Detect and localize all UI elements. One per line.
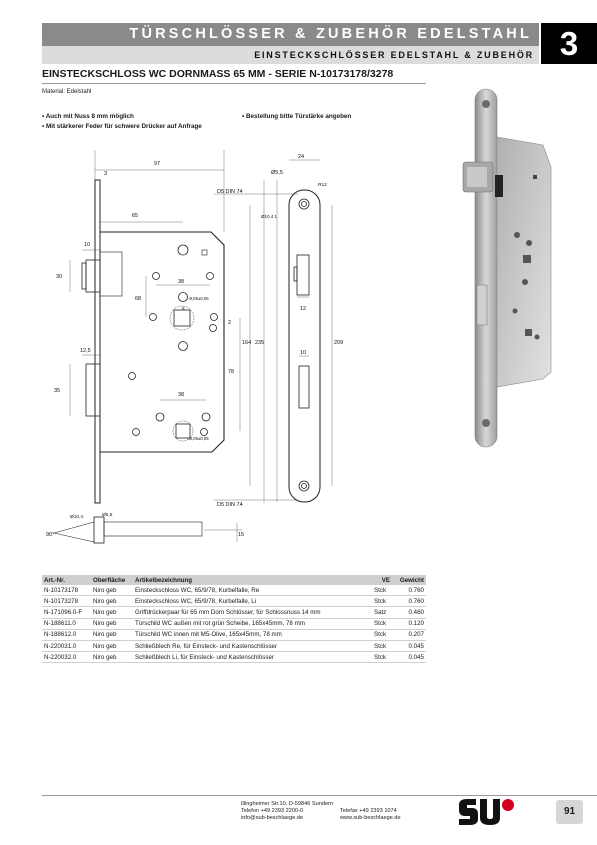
cell-surface: Niro geb xyxy=(91,585,133,596)
cell-article-no: N-171096.0-F xyxy=(42,607,91,618)
table-row xyxy=(42,596,426,607)
cell-description: Griffdrückerpaar für 65 mm Dorn Schlösser, für Schlossnuss 14 mm xyxy=(133,607,372,618)
cell-unit: Stck xyxy=(372,629,392,640)
dim-label: 97 xyxy=(154,161,161,167)
dim-label: 38 xyxy=(178,279,185,285)
cell-article-no: N-188612.0 xyxy=(42,629,91,640)
cell-surface: Niro geb xyxy=(91,640,133,651)
dim-label: 90° xyxy=(46,532,55,538)
footer-divider xyxy=(42,795,597,796)
page-number: 91 xyxy=(556,800,583,824)
cell-unit: Stck xyxy=(372,640,392,651)
dim-label: D5 DIN 74 xyxy=(217,502,243,508)
cell-description: Einsteckschloss WC, 65/9/78, Kurbelfalle, Li xyxy=(133,596,372,607)
page-header-subtitle: EINSTECKSCHLÖSSER EDELSTAHL & ZUBEHÖR xyxy=(254,50,534,60)
dim-label: 68 xyxy=(135,296,142,302)
cell-article-no: N-220032.0 xyxy=(42,652,91,663)
dim-label: 12 xyxy=(300,306,307,312)
cell-description: Schließblech Li, für Einsteck- und Kastenschlösser xyxy=(133,652,372,663)
dim-label: 38 xyxy=(178,392,185,398)
cell-surface: Niro geb xyxy=(91,596,133,607)
feature-item: • Bestellung bitte Türstärke angeben xyxy=(242,113,352,120)
dim-label: 235 xyxy=(255,340,265,346)
cell-article-no: N-188611.0 xyxy=(42,618,91,629)
dim-label: Ø10,4 1 xyxy=(261,214,278,219)
column-header: VE xyxy=(372,575,392,585)
table-row xyxy=(42,652,426,663)
divider xyxy=(42,83,426,84)
dim-label: 15 xyxy=(238,532,245,538)
dim-label: 10 xyxy=(84,242,91,248)
cell-surface: Niro geb xyxy=(91,607,133,618)
company-logo xyxy=(457,797,515,827)
table-header-row xyxy=(42,575,426,585)
cell-weight: 0.045 xyxy=(392,640,426,651)
table-row xyxy=(42,618,426,629)
dim-label: 24 xyxy=(298,154,305,160)
cell-description: Türschild WC außen mit rot grün Scheibe, 165x45mm, 78 mm xyxy=(133,618,372,629)
dim-label: 3 xyxy=(104,171,108,177)
cell-unit: Stck xyxy=(372,652,392,663)
column-header: Art.-Nr. xyxy=(42,575,91,585)
cell-article-no: N-10173278 xyxy=(42,596,91,607)
footer-phone: Telefon +49 2393 2200-0 xyxy=(241,808,304,814)
footer-email[interactable]: info@sub-beschlaege.de xyxy=(241,815,303,821)
dim-label: 78 xyxy=(228,369,235,375)
dim-label: 30 xyxy=(56,274,63,280)
cell-unit: Stck xyxy=(372,596,392,607)
column-header: Artikelbezeichnung xyxy=(133,575,372,585)
cell-unit: Stck xyxy=(372,618,392,629)
product-title: EINSTECKSCHLOSS WC DORNMASS 65 MM - SERIE N-10173178/3278 xyxy=(42,68,394,80)
column-header: Gewicht xyxy=(392,575,426,585)
dim-label: Ø10,4 xyxy=(70,515,84,520)
cell-weight: 0.045 xyxy=(392,652,426,663)
chapter-number: 3 xyxy=(541,23,597,64)
cell-surface: Niro geb xyxy=(91,618,133,629)
cell-unit: Satz xyxy=(372,607,392,618)
cell-surface: Niro geb xyxy=(91,652,133,663)
dim-label: Ø5,5 xyxy=(102,513,113,518)
table-row xyxy=(42,640,426,651)
article-table xyxy=(42,575,426,663)
footer-address: Illingheimer Str.10, D-59846 Sundern xyxy=(241,801,334,807)
table-row xyxy=(42,629,426,640)
dim-label: □8,05±0,05 xyxy=(187,436,209,441)
cell-unit: Stck xyxy=(372,585,392,596)
cell-weight: 0.760 xyxy=(392,596,426,607)
dim-label: 8 xyxy=(182,306,185,311)
dim-label: 209 xyxy=(334,340,344,346)
dim-label: 2 xyxy=(228,320,232,326)
dim-label: 65 xyxy=(132,213,139,219)
table-row xyxy=(42,585,426,596)
cell-weight: 0.760 xyxy=(392,585,426,596)
dim-label: R12 xyxy=(318,183,327,188)
dim-label: 12,5 xyxy=(80,348,91,354)
material-note: Material: Edelstahl xyxy=(42,89,92,95)
cell-description: Einsteckschloss WC, 65/9/78, Kurbelfalle, Re xyxy=(133,585,372,596)
cell-surface: Niro geb xyxy=(91,629,133,640)
dim-label: 35 xyxy=(54,388,61,394)
footer-fax: Telefax +49 2393 1074 xyxy=(340,808,397,814)
cell-article-no: N-10173178 xyxy=(42,585,91,596)
dim-label: D5 DIN 74 xyxy=(217,189,243,195)
feature-item: • Auch mit Nuss 8 mm möglich xyxy=(42,113,134,120)
column-header: Oberfläche xyxy=(91,575,133,585)
footer-website[interactable]: www.sub-beschlaege.de xyxy=(340,815,401,821)
cell-description: Türschild WC innen mit M5-Olive, 165x45mm, 78 mm xyxy=(133,629,372,640)
cell-weight: 0.480 xyxy=(392,607,426,618)
dim-label: Ø5,5 xyxy=(271,170,283,176)
cell-weight: 0.207 xyxy=(392,629,426,640)
technical-drawing xyxy=(42,150,426,565)
dim-label: 10 xyxy=(300,350,307,356)
table-row xyxy=(42,607,426,618)
cell-weight: 0.120 xyxy=(392,618,426,629)
cell-article-no: N-220031.0 xyxy=(42,640,91,651)
dim-label: 164 xyxy=(242,340,252,346)
cell-description: Schließblech Re, für Einsteck- und Kastenschlösser xyxy=(133,640,372,651)
feature-item: • Mit stärkerer Feder für schwere Drücker auf Anfrage xyxy=(42,123,202,130)
page-header-title: TÜRSCHLÖSSER & ZUBEHÖR EDELSTAHL xyxy=(129,26,532,42)
product-photo xyxy=(455,87,555,449)
dim-label: □9,05±0,05 xyxy=(187,296,209,301)
